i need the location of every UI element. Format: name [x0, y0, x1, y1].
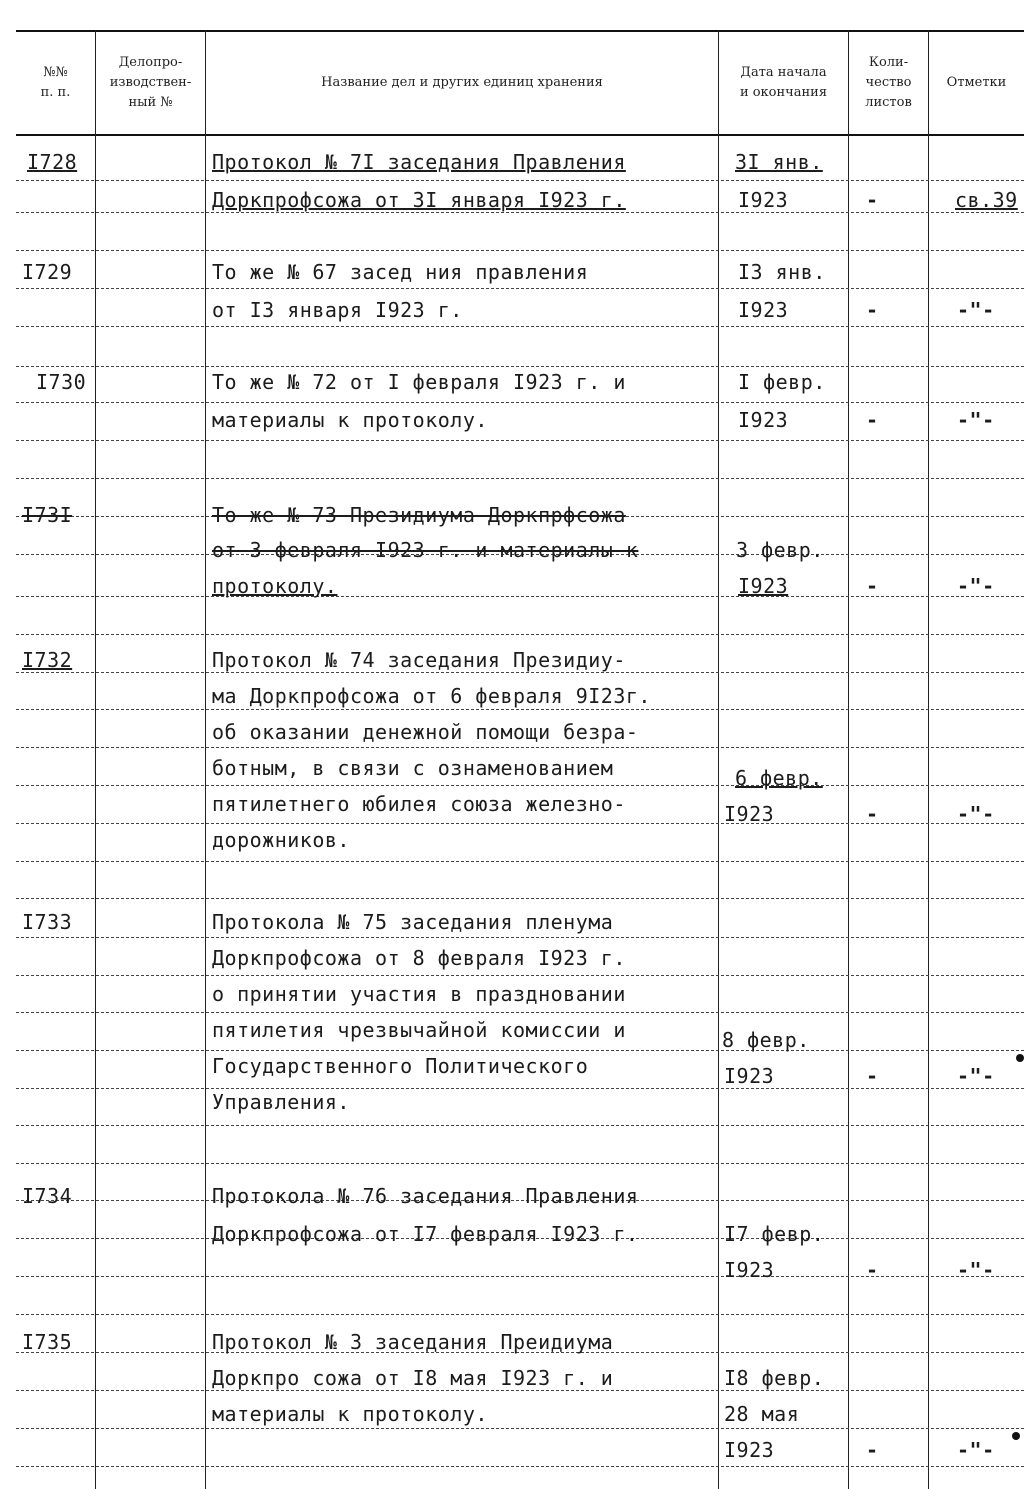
- ruled-line: [16, 937, 1024, 939]
- header-col-dates: [719, 32, 848, 134]
- row-title-line: о принятии участия в праздновании: [212, 982, 626, 1006]
- ruled-line: [16, 478, 1024, 480]
- row-title-line: То же № 72 от I февраля I923 г. и: [212, 370, 626, 394]
- column-divider: [928, 30, 929, 1489]
- row-date-line: I8 февр.: [724, 1366, 825, 1390]
- ruled-line: [16, 180, 1024, 182]
- row-date-line: 3I янв.: [735, 150, 823, 174]
- ruled-line: [16, 709, 1024, 711]
- row-number: I733: [22, 910, 73, 934]
- row-sheets: -: [866, 298, 879, 322]
- row-date-line: 3 февр.: [736, 538, 824, 562]
- row-number: I730: [36, 370, 87, 394]
- row-sheets: -: [866, 188, 879, 212]
- ruled-line: [16, 898, 1024, 900]
- row-title-line: материалы к протоколу.: [212, 408, 488, 432]
- ruled-line: [16, 1428, 1024, 1430]
- row-notes: -"-: [957, 1438, 995, 1462]
- row-number: I734: [22, 1184, 73, 1208]
- header-col-number: [16, 32, 95, 134]
- row-title-line: Доркпрофсожа от 8 февраля I923 г.: [212, 946, 626, 970]
- row-notes: -"-: [957, 574, 995, 598]
- row-sheets: -: [866, 1258, 879, 1282]
- row-date-line: I923: [738, 298, 789, 322]
- row-date-line: I февр.: [738, 370, 826, 394]
- header-col-sheets: [849, 32, 928, 134]
- ruled-line: [16, 1125, 1024, 1127]
- header-label: №№: [43, 65, 68, 80]
- ruled-line: [16, 1050, 1024, 1052]
- row-title-line: от 3 февраля I923 г. и материалы к: [212, 538, 639, 562]
- row-title-line: То же № 67 засед ния правления: [212, 260, 589, 284]
- header-col-notes: [929, 32, 1024, 134]
- row-title-line: Протокола № 75 заседания пленума: [212, 910, 614, 934]
- header-label: Отметки: [946, 75, 1007, 90]
- column-divider: [95, 30, 96, 1489]
- ruled-line: [16, 861, 1024, 863]
- ruled-line: [16, 1390, 1024, 1392]
- row-number: I735: [22, 1330, 73, 1354]
- column-divider: [718, 30, 719, 1489]
- row-date-line: I923: [738, 408, 789, 432]
- row-date-line: I923: [724, 1064, 775, 1088]
- ruled-line: [16, 747, 1024, 749]
- ink-blot-mark: [1016, 1054, 1024, 1062]
- header-col-title: [206, 32, 718, 134]
- row-date-line: I923: [724, 1438, 775, 1462]
- ruled-line: [16, 1163, 1024, 1165]
- header-label: п. п.: [40, 85, 71, 100]
- ruled-line: [16, 366, 1024, 368]
- ruled-line: [16, 250, 1024, 252]
- row-title-line: дорожников.: [212, 828, 350, 852]
- ruled-line: [16, 402, 1024, 404]
- header-label: Коли-: [868, 55, 909, 70]
- row-date-line: I923: [738, 574, 789, 598]
- header-col-office-number: [96, 32, 205, 134]
- row-notes: -"-: [957, 802, 995, 826]
- row-title-line: пятилетия чрезвычайной комиссии и: [212, 1018, 626, 1042]
- ruled-line: [16, 212, 1024, 214]
- ruled-line: [16, 288, 1024, 290]
- row-title-line: Доркпрофсожа от I7 февраля I923 г.: [212, 1222, 639, 1246]
- row-title-line: Государственного Политического: [212, 1054, 589, 1078]
- row-sheets: -: [866, 574, 879, 598]
- row-title-line: Протокол № 74 заседания Президиу-: [212, 648, 626, 672]
- row-sheets: -: [866, 802, 879, 826]
- row-notes: -"-: [957, 298, 995, 322]
- row-title-line: протоколу.: [212, 574, 338, 598]
- ruled-line: [16, 672, 1024, 674]
- header-label: Название дел и других единиц хранения: [321, 75, 603, 90]
- row-title-line: материалы к протоколу.: [212, 1402, 488, 1426]
- row-title-line: Доркпрофсожа от 3I января I923 г.: [212, 188, 626, 212]
- header-label: листов: [865, 95, 912, 110]
- row-sheets: -: [866, 1438, 879, 1462]
- row-title-line: Протокола № 76 заседания Правления: [212, 1184, 639, 1208]
- row-title-line: Доркпро сожа от I8 мая I923 г. и: [212, 1366, 614, 1390]
- row-number: I732: [22, 648, 73, 672]
- ruled-line: [16, 785, 1024, 787]
- row-date-line: I7 февр.: [724, 1222, 825, 1246]
- row-notes: -"-: [957, 408, 995, 432]
- row-notes: -"-: [957, 1258, 995, 1282]
- row-date-line: 8 февр.: [722, 1028, 810, 1052]
- row-date-line: 28 мая: [724, 1402, 800, 1426]
- ruled-line: [16, 326, 1024, 328]
- ink-blot-mark: [1012, 1432, 1020, 1440]
- row-title-line: ботным, в связи с ознаменованием: [212, 756, 614, 780]
- header-label: Дата начала: [740, 65, 827, 80]
- ruled-line: [16, 1088, 1024, 1090]
- row-number: I729: [22, 260, 73, 284]
- row-date-line: I3 янв.: [738, 260, 826, 284]
- row-number: I73I: [22, 503, 73, 527]
- ruled-line: [16, 1314, 1024, 1316]
- ruled-line: [16, 1012, 1024, 1014]
- row-title-line: Протокол № 7I заседания Правления: [212, 150, 626, 174]
- ruled-line: [16, 634, 1024, 636]
- ruled-line: [16, 975, 1024, 977]
- ruled-line: [16, 440, 1024, 442]
- row-date-line: I923: [724, 1258, 775, 1282]
- column-divider: [205, 30, 206, 1489]
- header-label: и окончания: [739, 85, 828, 100]
- row-title-line: от I3 января I923 г.: [212, 298, 463, 322]
- row-date-line: I923: [724, 802, 775, 826]
- row-title-line: Управления.: [212, 1090, 350, 1114]
- row-date-line: 6 февр.: [735, 766, 823, 790]
- header-bottom-border: [16, 134, 1024, 136]
- row-sheets: -: [866, 1064, 879, 1088]
- row-number: I728: [27, 150, 78, 174]
- ruled-line: [16, 1466, 1024, 1468]
- row-title-line: То же № 73 Президиума Доркпрфсожа: [212, 503, 626, 527]
- header-label: Делопро-: [118, 55, 183, 70]
- row-notes: -"-: [957, 1064, 995, 1088]
- row-title-line: об оказании денежной помощи безра-: [212, 720, 639, 744]
- row-title-line: пятилетнего юбилея союза железно-: [212, 792, 626, 816]
- header-label: ный №: [128, 95, 173, 110]
- row-date-line: I923: [738, 188, 789, 212]
- row-title-line: Протокол № 3 заседания Преидиума: [212, 1330, 614, 1354]
- row-sheets: -: [866, 408, 879, 432]
- row-notes: св.39: [955, 188, 1018, 212]
- row-title-line: ма Доркпрофсожа от 6 февраля 9I23г.: [212, 684, 651, 708]
- header-label: чество: [865, 75, 912, 90]
- column-divider: [848, 30, 849, 1489]
- header-label: изводствен-: [109, 75, 192, 90]
